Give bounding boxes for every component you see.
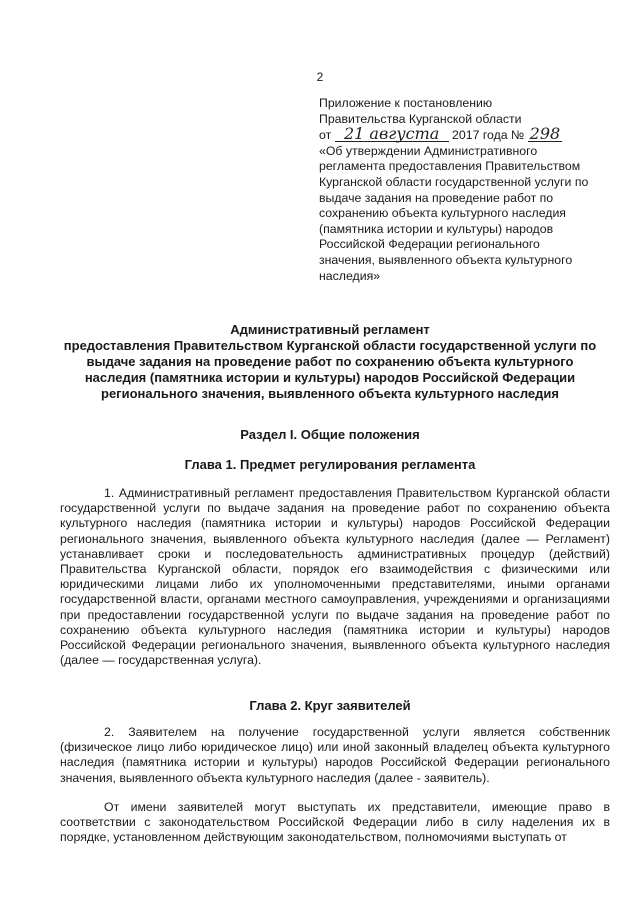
appendix-about-line: выдаче задания на проведение работ по xyxy=(319,190,554,205)
appendix-about-line: наследия» xyxy=(319,268,381,283)
appendix-about-line: Курганской области государственной услуги по xyxy=(319,174,589,189)
handwritten-number: 298 xyxy=(529,124,561,144)
appendix-line-1: Приложение к постановлению xyxy=(319,96,493,110)
title-line-3: выдаче задания на проведение работ по сохранению объекта культурного xyxy=(86,354,574,369)
paragraph-2: 2. Заявителем на получение государственной услуги является собственник (физическое лицо либо юридическое лицо) или иной законный владелец объекта культурного наследия (памятника истории и культуры) народов Российской Федерации регионального значения, выявленного объекта культурного наследия (далее - заявитель). xyxy=(60,725,610,785)
paragraph-3: От имени заявителей могут выступать их представители, имеющие право в соответствии с законодательством Российской Федерации либо в силу наделения их в порядке, установленном действующим законодательством, полномочиями выступать от xyxy=(60,800,610,845)
appendix-about-line: «Об утверждении Административного xyxy=(319,143,538,158)
appendix-about-line: сохранению объекта культурного наследия xyxy=(319,206,566,221)
page-number: 2 xyxy=(316,70,324,84)
appendix-about-line: Российской Федерации регионального xyxy=(319,237,540,252)
appendix-about-line: регламента предоставления Правительством xyxy=(319,159,581,174)
appendix-about-line: значения, выявленного объекта культурного xyxy=(319,252,573,267)
appendix-about-line: (памятника истории и культуры) народов xyxy=(319,221,554,236)
chapter-1-heading: Глава 1. Предмет регулирования регламента xyxy=(184,457,476,472)
title-line-4: наследия (памятника истории и культуры) народов Российской Федерации xyxy=(84,370,576,385)
appendix-header xyxy=(319,96,619,284)
title-line-1: Административный регламент xyxy=(230,322,430,337)
handwritten-date: 21 августа xyxy=(335,127,449,142)
chapter-2-heading: Глава 2. Круг заявителей xyxy=(249,698,411,713)
appendix-line-2: Правительства Курганской области xyxy=(319,111,522,126)
appendix-date-line xyxy=(319,124,619,144)
document-title xyxy=(60,322,600,402)
title-line-5: регионального значения, выявленного объекта культурного наследия xyxy=(101,386,559,401)
section-heading: Раздел I. Общие положения xyxy=(240,427,420,442)
year-text: 2017 года № xyxy=(452,128,525,143)
paragraph-1: 1. Административный регламент предоставления Правительством Курганской области государственной услуги по выдаче задания на проведение работ по сохранению объекта культурного наследия (памятника истории и культуры) народов Российской Федерации регионального значения, выявленного объекта культурного наследия (далее — Регламент) устанавливает сроки и последовательность административных процедур (действий) Правительства Курганской области, порядок его взаимодействия с физическими или юридическими лицами либо их уполномоченными представителями, иными органами государственной власти, органами местного самоуправления, учреждениями и организациями при предоставлении государственной услуги по выдаче задания на проведение работ по сохранению объекта культурного наследия (памятника истории и культуры) народов Российской Федерации регионального значения, выявленного объекта культурного наследия (далее — государственная услуга). xyxy=(60,486,610,668)
from-prefix: от xyxy=(319,128,332,143)
title-line-2: предоставления Правительством Курганской области государственной услуги по xyxy=(63,338,597,353)
